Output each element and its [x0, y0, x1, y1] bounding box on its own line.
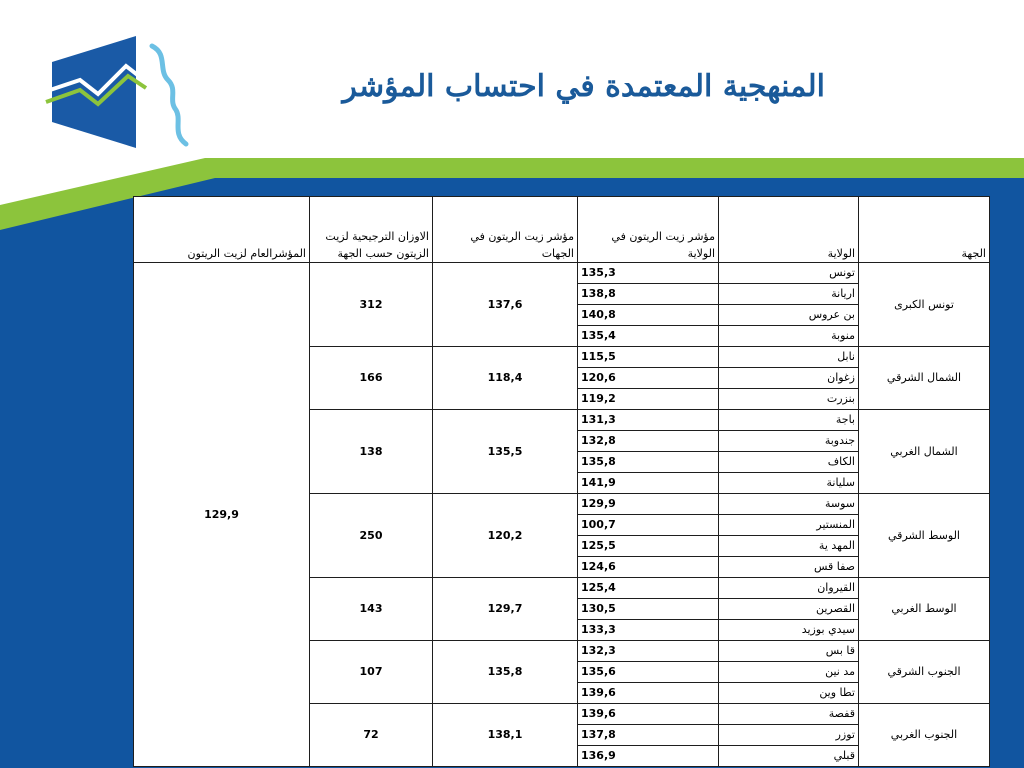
wilaya-index-cell: 124,6: [578, 557, 719, 578]
wilaya-index-cell: 120,6: [578, 368, 719, 389]
wilaya-name-cell: قبلي: [719, 746, 859, 767]
wilaya-index-cell: 135,3: [578, 263, 719, 284]
wilaya-index-cell: 119,2: [578, 389, 719, 410]
wilaya-name-cell: صفا قس: [719, 557, 859, 578]
wilaya-index-cell: 141,9: [578, 473, 719, 494]
header-region: الجهة: [859, 197, 990, 263]
table-row: [134, 263, 990, 284]
wilaya-name-cell: سيدي بوزيد: [719, 620, 859, 641]
wilaya-index-cell: 100,7: [578, 515, 719, 536]
wilaya-index-cell: 135,6: [578, 662, 719, 683]
wilaya-name-cell: المهد ية: [719, 536, 859, 557]
wilaya-name-cell: الكاف: [719, 452, 859, 473]
region-name-cell: الجنوب الشرقي: [859, 641, 990, 704]
wilaya-index-cell: 125,5: [578, 536, 719, 557]
wilaya-name-cell: القصرين: [719, 599, 859, 620]
region-index-cell: 129,7: [433, 578, 578, 641]
wilaya-index-cell: 140,8: [578, 305, 719, 326]
wilaya-index-cell: 135,4: [578, 326, 719, 347]
wilaya-index-cell: 132,8: [578, 431, 719, 452]
wilaya-index-cell: 136,9: [578, 746, 719, 767]
page-title: المنهجية المعتمدة في احتساب المؤشر: [342, 69, 825, 104]
wilaya-index-cell: 139,6: [578, 683, 719, 704]
wilaya-name-cell: زغوان: [719, 368, 859, 389]
wilaya-name-cell: سليانة: [719, 473, 859, 494]
region-weight-cell: 107: [310, 641, 433, 704]
wilaya-name-cell: سوسة: [719, 494, 859, 515]
region-weight-cell: 138: [310, 410, 433, 494]
wilaya-name-cell: منوبة: [719, 326, 859, 347]
region-name-cell: الشمال الغربي: [859, 410, 990, 494]
header-index-region: مؤشر زيت الريتون في الجهات: [433, 197, 578, 263]
wilaya-index-cell: 115,5: [578, 347, 719, 368]
logo-icon: [40, 36, 200, 156]
wilaya-name-cell: تونس: [719, 263, 859, 284]
wilaya-index-cell: 135,8: [578, 452, 719, 473]
wilaya-name-cell: اريانة: [719, 284, 859, 305]
wilaya-name-cell: بن عروس: [719, 305, 859, 326]
region-index-cell: 118,4: [433, 347, 578, 410]
wilaya-index-cell: 139,6: [578, 704, 719, 725]
wilaya-name-cell: توزر: [719, 725, 859, 746]
wilaya-index-cell: 130,5: [578, 599, 719, 620]
region-name-cell: الوسط الغربي: [859, 578, 990, 641]
header-wilaya: الولاية: [719, 197, 859, 263]
header-index-wilaya: مؤشر زيت الريتون في الولاية: [578, 197, 719, 263]
wilaya-name-cell: قفصة: [719, 704, 859, 725]
wilaya-name-cell: نابل: [719, 347, 859, 368]
region-name-cell: الوسط الشرقي: [859, 494, 990, 578]
wilaya-index-cell: 125,4: [578, 578, 719, 599]
region-weight-cell: 143: [310, 578, 433, 641]
header-weights: الاوزان الترجيحية لزيت الزيتون حسب الجهة: [310, 197, 433, 263]
header-general-index: المؤشرالعام لزيت الريتون: [134, 197, 310, 263]
wilaya-index-cell: 133,3: [578, 620, 719, 641]
region-weight-cell: 72: [310, 704, 433, 767]
wilaya-name-cell: باجة: [719, 410, 859, 431]
wilaya-index-cell: 137,8: [578, 725, 719, 746]
region-index-cell: 135,8: [433, 641, 578, 704]
region-index-cell: 120,2: [433, 494, 578, 578]
region-index-cell: 137,6: [433, 263, 578, 347]
region-index-cell: 135,5: [433, 410, 578, 494]
wilaya-name-cell: المنستير: [719, 515, 859, 536]
region-name-cell: تونس الكبرى: [859, 263, 990, 347]
wilaya-index-cell: 138,8: [578, 284, 719, 305]
wilaya-name-cell: مد نين: [719, 662, 859, 683]
region-weight-cell: 250: [310, 494, 433, 578]
region-name-cell: الجنوب الغربي: [859, 704, 990, 767]
wilaya-name-cell: بنزرت: [719, 389, 859, 410]
wilaya-name-cell: تطا وين: [719, 683, 859, 704]
region-name-cell: الشمال الشرقي: [859, 347, 990, 410]
olive-oil-index-table: [133, 196, 990, 767]
wilaya-index-cell: 129,9: [578, 494, 719, 515]
region-weight-cell: 312: [310, 263, 433, 347]
wilaya-index-cell: 132,3: [578, 641, 719, 662]
region-index-cell: 138,1: [433, 704, 578, 767]
region-weight-cell: 166: [310, 347, 433, 410]
wilaya-name-cell: القيروان: [719, 578, 859, 599]
wilaya-index-cell: 131,3: [578, 410, 719, 431]
wilaya-name-cell: جندوبة: [719, 431, 859, 452]
wilaya-name-cell: قا بس: [719, 641, 859, 662]
general-index-cell: 129,9: [134, 263, 310, 767]
table-header-row: [134, 197, 990, 263]
